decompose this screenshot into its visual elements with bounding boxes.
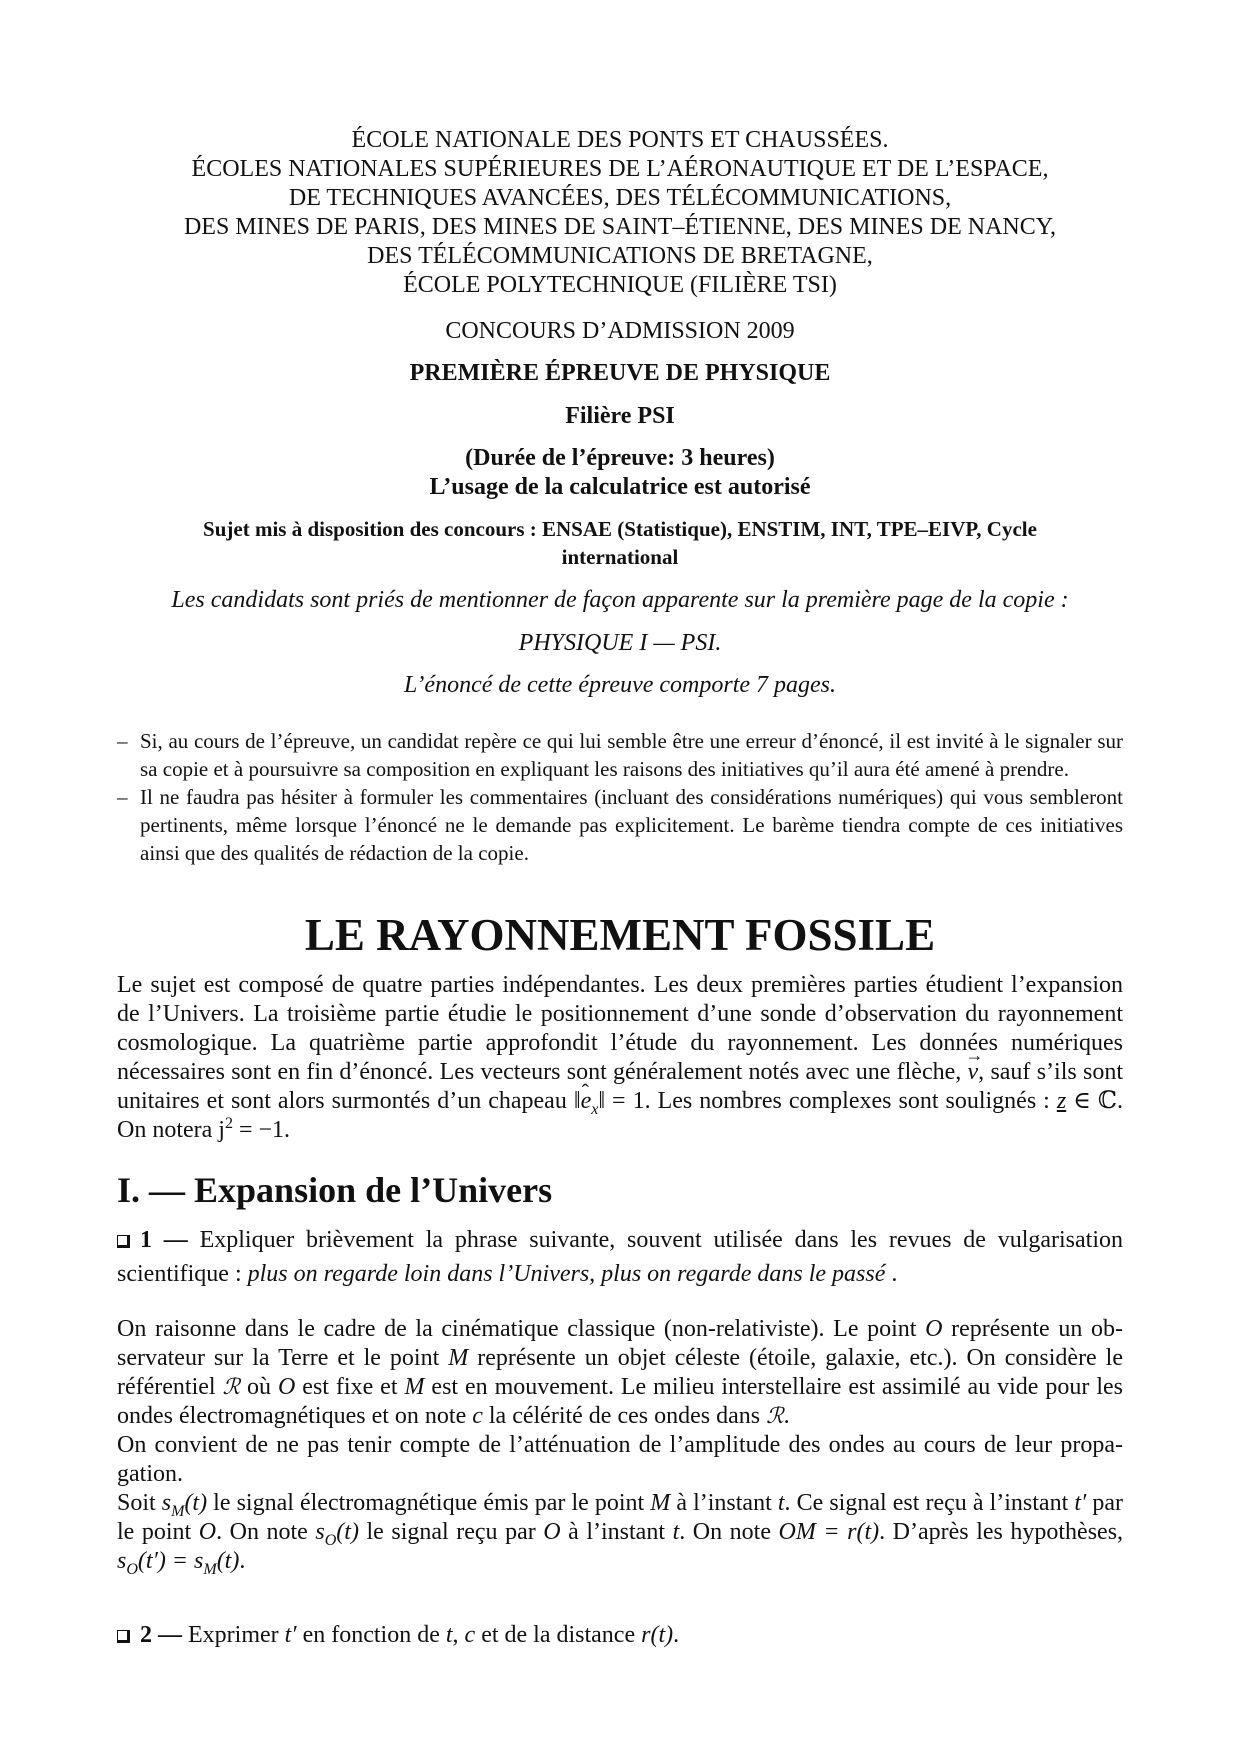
math-symbol: M: [650, 1490, 671, 1516]
copy-label: PHYSIQUE I — PSI.: [518, 630, 722, 656]
school-line: DE TECHNIQUES AVANCÉES, DES TÉLÉCOMMUNICATIONS,: [288, 185, 952, 211]
text: est en mouvement. Le milieu interstellaire est assimilé au vide pour les ondes électromagnétiques et on note: [117, 1374, 1124, 1429]
concours-line: CONCOURS D’ADMISSION 2009: [445, 318, 795, 344]
text: .: [673, 1622, 680, 1648]
text: à l’instant: [560, 1519, 673, 1545]
text: à l’instant: [670, 1490, 778, 1516]
math-expression: OM = r(t): [778, 1519, 880, 1545]
school-line: ÉCOLE POLYTECHNIQUE (FILIÈRE TSI): [403, 272, 837, 298]
instruction-text: Si, au cours de l’épreuve, un candidat repère ce qui lui semble être une erreur d’énoncé, il est invité à le signaler sur sa copie et à poursuivre sa composition en expliquant les raisons des initiatives qu’il aura été amené à prendre.: [140, 729, 1123, 781]
intro-paragraph: [117, 971, 1123, 1145]
text: représente un objet céleste (étoile, galaxie, etc.). On considère le référentiel: [117, 1345, 1124, 1400]
text: . Ce signal est reçu à l’instant: [784, 1490, 1075, 1516]
math-symbol: O: [543, 1519, 561, 1545]
math-expression: r(t): [641, 1622, 674, 1648]
math-symbol: t′: [1074, 1490, 1087, 1516]
text: On raisonne dans le cadre de la cinématique classique (non-relativiste). Le point: [117, 1316, 926, 1342]
duree-label: (Durée de l’épreuve: 3 heures): [465, 445, 775, 471]
subscript: O: [126, 1560, 138, 1578]
page-count: L’énoncé de cette épreuve comporte 7 pages.: [403, 672, 837, 698]
math-symbol: O: [278, 1374, 296, 1400]
school-line: ÉCOLES NATIONALES SUPÉRIEURES DE L’AÉRONAUTIQUE ET DE L’ESPACE,: [191, 156, 1049, 182]
text: . On note: [679, 1519, 779, 1545]
math-symbol: t: [445, 1622, 453, 1648]
math-symbol: s: [315, 1519, 325, 1545]
hat-symbol: ˆ e: [581, 1087, 592, 1116]
intro-text: = −1.: [232, 1117, 291, 1143]
paragraph-signal: [117, 1489, 1123, 1576]
question-2: [117, 1621, 1123, 1650]
subscript: x: [591, 1100, 599, 1118]
math-symbol: O: [925, 1316, 943, 1342]
math-symbol: ℛ: [766, 1404, 784, 1429]
text: Exprimer: [182, 1622, 285, 1648]
question-text: .: [885, 1261, 898, 1287]
school-header: [117, 126, 1123, 300]
math-symbol: t: [777, 1490, 785, 1516]
dash-bullet: –: [117, 785, 128, 809]
vector-symbol: → v: [968, 1058, 979, 1087]
text: et de la distance: [475, 1622, 642, 1648]
instruction-item: [117, 727, 1123, 783]
math-symbol: M: [448, 1345, 469, 1371]
text: représente un observateur sur la Terre et le point: [117, 1316, 1123, 1371]
subscript: O: [324, 1531, 337, 1549]
text: en fonction de: [296, 1622, 446, 1648]
intro-text: Le sujet est composé de quatre parties indépendantes. Les deux premières parties étudient l’expansion de l’Univers. La troisième partie étudie le positionnement d’une sonde d’observation du rayonnement cosmologique. La quatrième partie approfondit l’étude du rayonnement. Les données numériques nécessaires sont en fin d’énoncé. Les vecteurs sont généralement notés avec une flèche,: [117, 972, 1123, 1085]
text: .: [239, 1548, 246, 1574]
intro-text: , sauf s’ils sont unitaires et sont alors surmontés d’un chapeau: [117, 1059, 1123, 1114]
text: . D’après les hypothèses,: [879, 1519, 1124, 1545]
dash-bullet: –: [117, 729, 128, 753]
paragraph-attenuation: On convient de ne pas tenir compte de l’atténuation de l’amplitude des ondes au cours de leur propagation.: [117, 1432, 1123, 1487]
intro-text: ∈ ℂ. On notera j: [117, 1088, 1124, 1143]
math-symbol: t: [672, 1519, 680, 1545]
math-symbol: O: [198, 1519, 217, 1545]
intro-text: . Les nombres complexes sont soulignés :: [644, 1088, 1057, 1114]
filiere-label: Filière PSI: [565, 403, 675, 429]
unit-vector-norm: [573, 1088, 645, 1118]
question-number: 1 —: [140, 1227, 188, 1253]
text: la célérité de ces ondes dans: [482, 1403, 767, 1429]
question-number: 2 —: [140, 1622, 182, 1648]
document-title: LE RAYONNEMENT FOSSILE: [304, 910, 936, 960]
text: le signal électromagnétique émis par le point: [207, 1490, 651, 1516]
math-symbol: (t): [184, 1490, 208, 1516]
math-symbol: s: [161, 1490, 172, 1516]
text: ,: [452, 1622, 465, 1648]
text: le signal reçu par: [358, 1519, 544, 1545]
math-symbol: c: [464, 1622, 476, 1648]
text: Soit: [117, 1490, 162, 1516]
instructions-list: [117, 727, 1123, 867]
math-symbol: M: [404, 1374, 425, 1400]
math-symbol: t′: [284, 1622, 297, 1648]
text: . On note: [216, 1519, 316, 1545]
text: .: [783, 1403, 790, 1429]
candidats-instruction: Les candidats sont priés de mentionner de façon apparente sur la première page de la copie :: [171, 587, 1069, 613]
question-text: Expliquer brièvement la phrase suivante, souvent utilisée dans les revues de vulgarisation scientifique :: [117, 1227, 1124, 1287]
question-quote: plus on regarde loin dans l’Univers, plus on regarde dans le passé: [247, 1261, 886, 1287]
complex-symbol: z: [1056, 1088, 1067, 1114]
school-line: ÉCOLE NATIONALE DES PONTS ET CHAUSSÉES.: [351, 127, 889, 153]
math-symbol: c: [472, 1403, 483, 1429]
norm-open: ‖: [573, 1088, 581, 1114]
math-symbol: s: [117, 1548, 127, 1574]
text: où: [240, 1374, 279, 1400]
question-1: [117, 1223, 1123, 1291]
subscript: M: [171, 1502, 185, 1520]
instruction-item: [117, 783, 1123, 867]
section-heading: I. — Expansion de l’Univers: [117, 1170, 553, 1210]
checkbox-icon: [117, 1630, 130, 1643]
checkbox-icon: [117, 1235, 130, 1248]
text: est fixe et: [295, 1374, 405, 1400]
epreuve-title: PREMIÈRE ÉPREUVE DE PHYSIQUE: [409, 360, 831, 386]
calculatrice-label: L’usage de la calculatrice est autorisé: [429, 474, 811, 500]
sujet-dispo: Sujet mis à disposition des concours : ENSAE (Statistique), ENSTIM, INT, TPE–EIVP, Cycle international: [203, 517, 1037, 569]
subscript: M: [203, 1560, 217, 1578]
paragraph-context: [117, 1315, 1123, 1431]
math-symbol: ℛ: [222, 1375, 241, 1400]
school-line: DES MINES DE PARIS, DES MINES DE SAINT–ÉTIENNE, DES MINES DE NANCY,: [183, 214, 1057, 240]
school-line: DES TÉLÉCOMMUNICATIONS DE BRETAGNE,: [367, 243, 873, 269]
math-expression: (t′) =: [137, 1548, 195, 1574]
superscript: 2: [224, 1115, 233, 1132]
math-symbol: (t): [336, 1519, 359, 1545]
math-symbol: (t): [216, 1548, 240, 1574]
text: par le point: [117, 1490, 1123, 1545]
math-symbol: s: [194, 1548, 204, 1574]
norm-close: ‖ = 1: [598, 1088, 645, 1114]
instruction-text: Il ne faudra pas hésiter à formuler les commentaires (incluant des considérations numériques) qui vous sembleront pertinents, même lorsque l’énoncé ne le demande pas explicitement. Le barème tiendra compte de ces initiatives ainsi que des qualités de rédaction de la copie.: [140, 785, 1123, 865]
